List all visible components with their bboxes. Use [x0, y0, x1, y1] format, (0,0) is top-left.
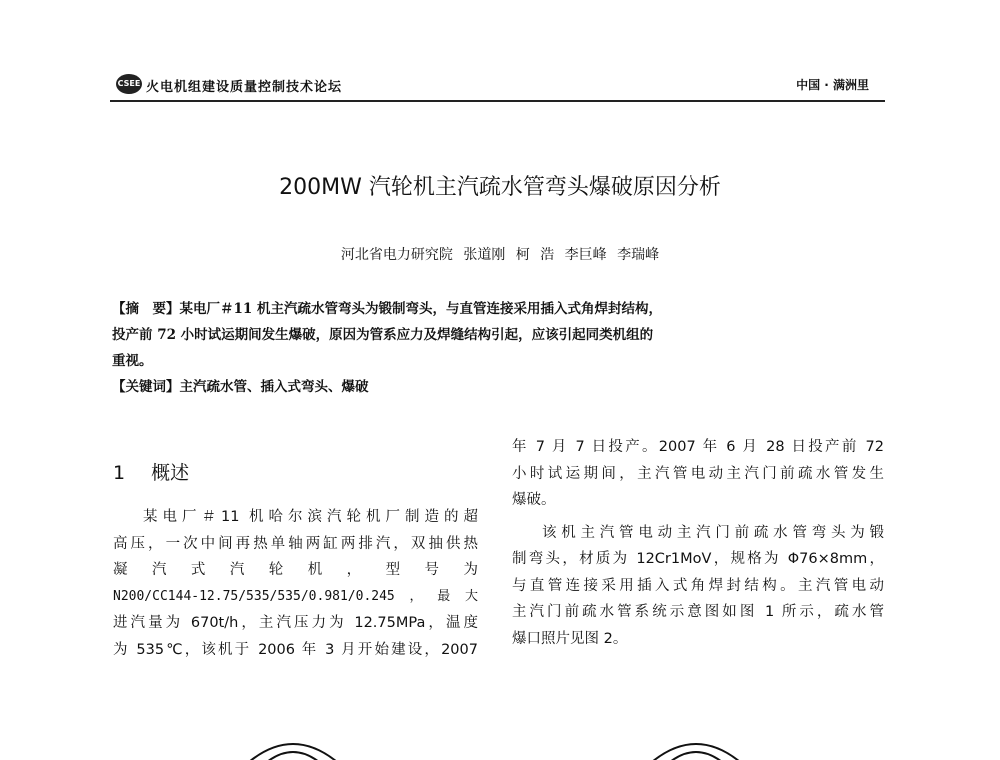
- text-line: 凝 汽 式 汽 轮 机 ， 型 号 为: [113, 562, 478, 578]
- paper-title: 200MW 汽轮机主汽疏水管弯头爆破原因分析: [279, 175, 721, 200]
- abstract-text: 某电厂＃11 机主汽疏水管弯头为锻制弯头，与直管连接采用插入式角焊封结构，: [179, 301, 662, 317]
- text-line: 小时试运期间，主汽管电动主汽门前疏水管发生: [512, 465, 884, 482]
- section-title: 概述: [151, 462, 190, 484]
- journal-name: 火电机组建设质量控制技术论坛: [146, 80, 343, 95]
- keywords-text: 主汽疏水管、插入式弯头、爆破: [179, 379, 369, 395]
- authors: 河北省电力研究院 张道刚 柯 浩 李巨峰 李瑞峰: [340, 247, 660, 263]
- text-line: 爆口照片见图 2。: [512, 630, 628, 647]
- text-line: 与直管连接采用插入式角焊封结构。主汽管电动: [512, 577, 884, 594]
- text-line: 主汽门前疏水管系统示意图如图 1 所示，疏水管: [512, 604, 884, 620]
- text-line: 该机主汽管电动主汽门前疏水管弯头为锻: [542, 524, 884, 541]
- abstract-line: 投产前 72 小时试运期间发生爆破，原因为管系应力及焊缝结构引起，应该引起同类机组的: [112, 327, 654, 343]
- journal-logo: CSEE: [116, 74, 142, 94]
- elbow-inner-arc-right: [661, 752, 731, 760]
- keywords-label: 【关键词】: [112, 379, 180, 395]
- text-line: 高压，一次中间再热单轴两缸两排汽，双抽供热: [113, 535, 478, 552]
- text-line: N200/CC144-12.75/535/535/0.981/0.245，最大: [113, 588, 478, 604]
- text-line: 年 7 月 7 日投产。2007 年 6 月 28 日投产前 72: [512, 439, 884, 455]
- text-line: 爆破。: [512, 492, 556, 508]
- text-line: 进汽量为 670t/h，主汽压力为 12.75MPa，温度: [113, 615, 478, 631]
- elbow-inner-arc-left: [258, 752, 328, 760]
- text-line: 为 535℃，该机于 2006 年 3 月开始建设，2007: [113, 641, 478, 658]
- header-location: 中国 · 满洲里: [796, 78, 869, 92]
- abstract-line: 重视。: [112, 353, 153, 369]
- section-number: 1: [113, 462, 126, 484]
- abstract-label: 【摘 要】: [112, 301, 180, 317]
- text-line: 某电厂＃11 机哈尔滨汽轮机厂制造的超: [143, 509, 478, 525]
- text-line: 制弯头，材质为 12Cr1MoV，规格为 Φ76×8mm，: [512, 551, 884, 567]
